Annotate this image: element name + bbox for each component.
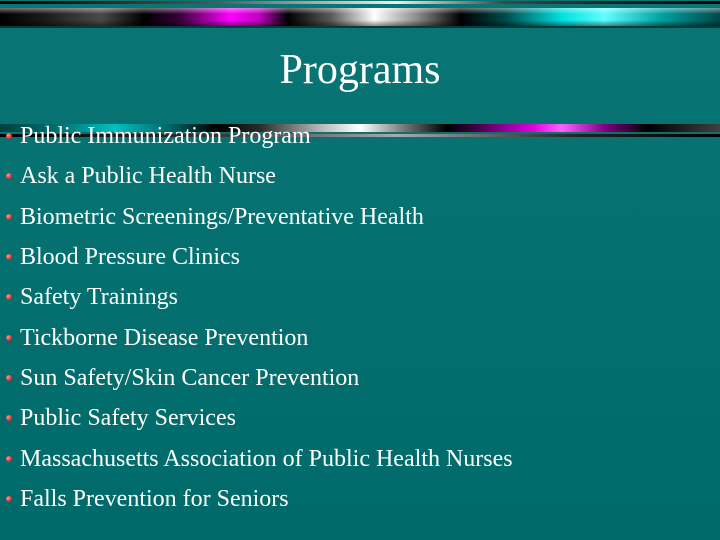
list-item [6,277,513,317]
list-item [6,358,513,398]
list-item [6,479,513,519]
list-item-label: Massachusetts Association of Public Health Nurses [20,445,513,472]
bullet-dot-icon [6,335,12,341]
list-item [6,398,513,438]
list-item-label: Falls Prevention for Seniors [20,485,289,512]
slide-title: Programs [279,47,441,93]
bullet-dot-icon [6,214,12,220]
list-item-label: Sun Safety/Skin Cancer Prevention [20,364,360,391]
list-item [6,237,513,277]
list-item-label: Ask a Public Health Nurse [20,163,276,190]
list-item [6,156,513,196]
bullet-dot-icon [6,294,12,300]
list-item-label: Biometric Screenings/Preventative Health [20,203,424,230]
top-thin-decorative-line [0,1,720,4]
list-item [6,197,513,237]
list-item-label: Tickborne Disease Prevention [20,324,309,351]
bullet-dot-icon [6,496,12,502]
list-item-label: Public Safety Services [20,405,236,432]
list-item [6,438,513,478]
bullet-dot-icon [6,173,12,179]
list-item-label: Public Immunization Program [20,123,311,150]
bullet-dot-icon [6,456,12,462]
list-item-label: Blood Pressure Clinics [20,244,240,271]
list-item [6,116,513,156]
top-decorative-bar [0,8,720,26]
bullet-dot-icon [6,375,12,381]
list-item [6,317,513,357]
program-list [6,116,513,519]
list-item-label: Safety Trainings [20,284,179,311]
bullet-dot-icon [6,415,12,421]
bullet-dot-icon [6,133,12,139]
bullet-dot-icon [6,254,12,260]
